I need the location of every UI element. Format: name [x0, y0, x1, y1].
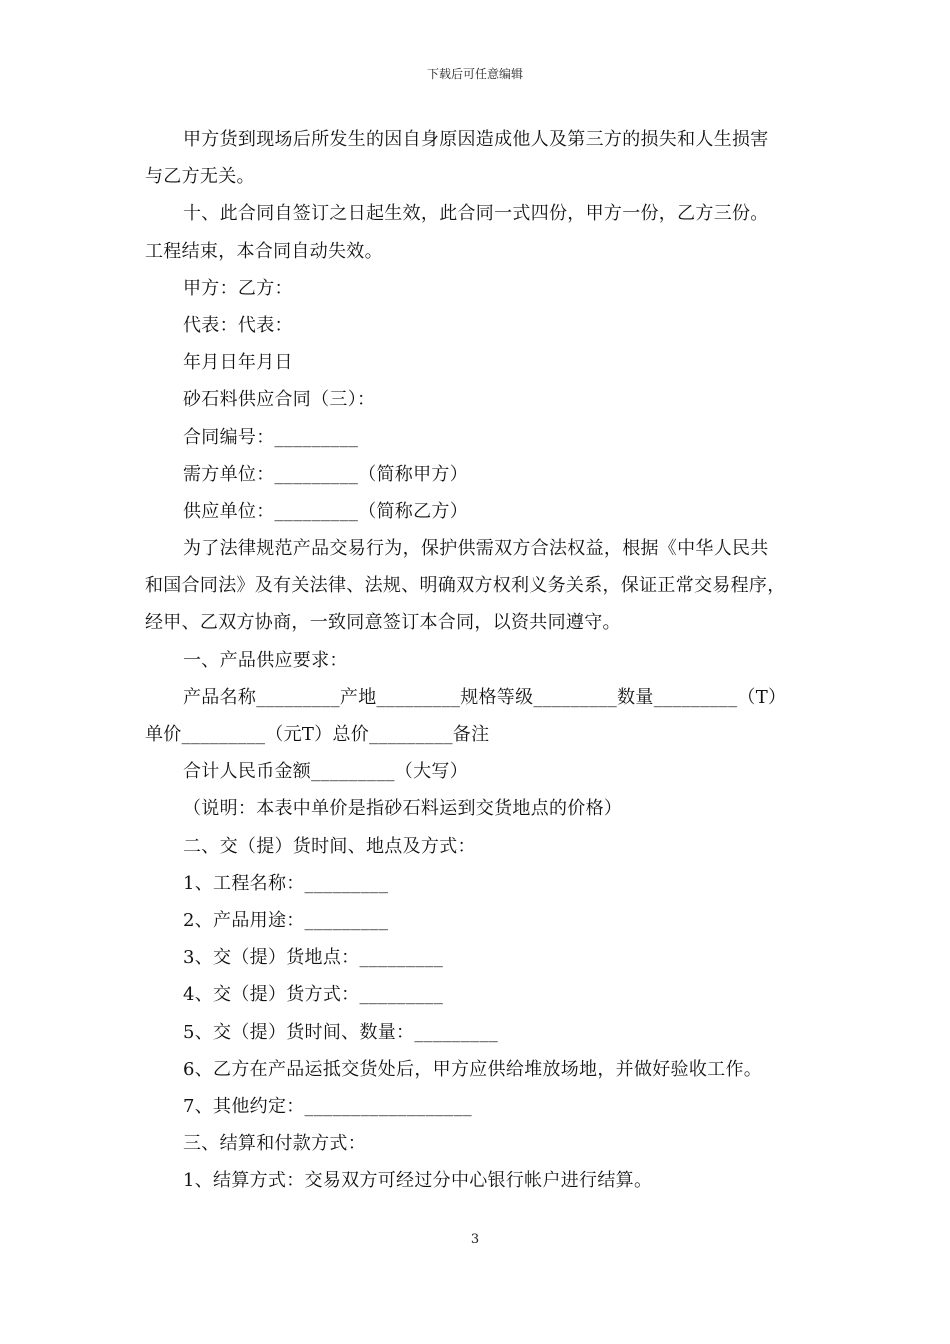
list-item: 1、工程名称：_________ — [183, 872, 389, 894]
price-note: （说明：本表中单价是指砂石料运到交货地点的价格） — [183, 798, 623, 820]
section-heading: 二、交（提）货时间、地点及方式： — [183, 835, 476, 857]
product-fields: 产品名称_________产地_________规格等级_________数量_________（T） — [183, 686, 787, 708]
list-item: 3、交（提）货地点：_________ — [183, 947, 444, 969]
contract-title: 砂石料供应合同（三）： — [183, 389, 376, 411]
contract-number-field: 合同编号：_________ — [183, 426, 359, 448]
date-labels: 年月日年月日 — [183, 352, 293, 374]
buyer-unit-field: 需方单位：_________（简称甲方） — [183, 463, 468, 485]
document-body — [145, 121, 810, 1199]
paragraph-line: 为了法律规范产品交易行为，保护供需双方合法权益，根据《中华人民共 — [183, 538, 769, 560]
page-header: 下载后可任意编辑 — [426, 67, 523, 81]
clause-ten: 十、此合同自签订之日起生效，此合同一式四份，甲方一份，乙方三份。 — [183, 203, 769, 225]
paragraph-line: 和国合同法》及有关法律、法规、明确双方权利义务关系，保证正常交易程序， — [145, 575, 786, 597]
total-amount-field: 合计人民币金额_________（大写） — [183, 761, 468, 783]
paragraph-line: 与乙方无关。 — [145, 166, 255, 188]
paragraph-line: 工程结束，本合同自动失效。 — [145, 240, 383, 262]
section-heading: 一、产品供应要求： — [183, 649, 348, 671]
list-item: 6、乙方在产品运抵交货处后，甲方应供给堆放场地，并做好验收工作。 — [183, 1058, 763, 1080]
price-fields: 单价_________（元T）总价_________备注 — [145, 724, 490, 745]
paragraph-line: 经甲、乙双方协商，一致同意签订本合同，以资共同遵守。 — [145, 612, 621, 634]
list-item: 5、交（提）货时间、数量：_________ — [183, 1021, 499, 1043]
list-item: 2、产品用途：_________ — [183, 909, 389, 931]
supplier-unit-field: 供应单位：_________（简称乙方） — [183, 500, 468, 522]
page-number: 3 — [470, 1232, 480, 1247]
party-labels: 甲方：乙方： — [183, 277, 293, 299]
list-item: 1、结算方式：交易双方可经过分中心银行帐户进行结算。 — [183, 1170, 653, 1192]
list-item: 4、交（提）货方式：_________ — [183, 984, 444, 1006]
representative-labels: 代表：代表： — [183, 314, 293, 336]
list-item: 7、其他约定：__________________ — [183, 1095, 472, 1117]
paragraph-line: 甲方货到现场后所发生的因自身原因造成他人及第三方的损失和人生损害 — [183, 129, 769, 150]
section-heading: 三、结算和付款方式： — [183, 1133, 366, 1155]
